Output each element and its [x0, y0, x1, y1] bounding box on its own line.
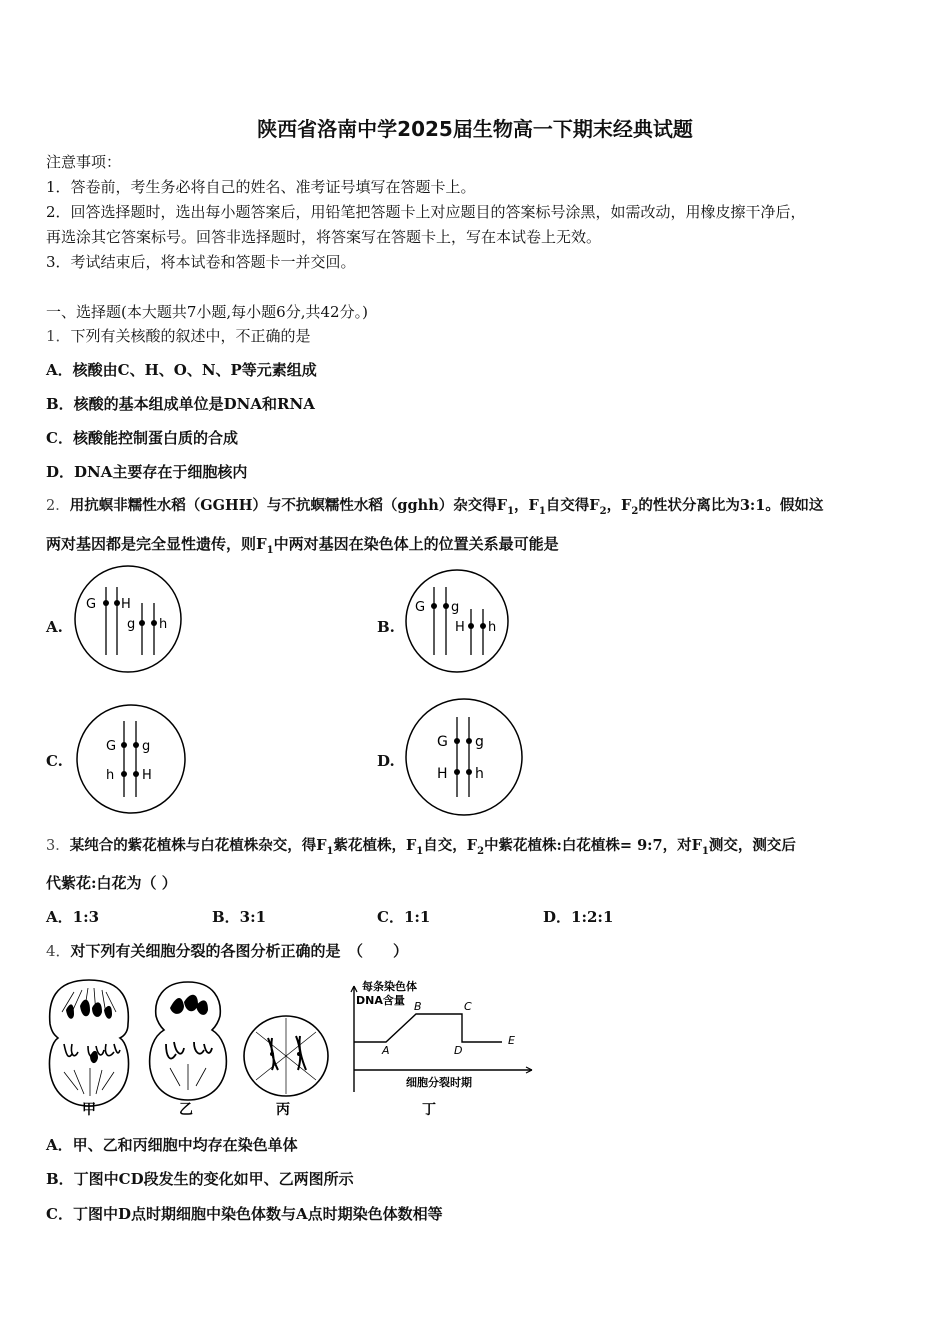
q1-text: 下列有关核酸的叙述中，不正确的是 — [70, 327, 311, 345]
chart-ylabel-1: 每条染色体 — [362, 980, 417, 993]
dna-content-line — [354, 1014, 502, 1042]
cell-diagram-c — [73, 703, 189, 815]
cell-diagram-b — [401, 567, 513, 675]
q2-label-a: A. — [46, 618, 63, 636]
gene-locus — [133, 771, 139, 777]
gene-label: G — [86, 597, 97, 612]
gene-locus — [431, 603, 437, 609]
gene-locus — [468, 623, 474, 629]
q3-sub: 1 — [416, 845, 424, 857]
gene-label: H — [437, 766, 448, 782]
gene-label: G — [106, 739, 117, 754]
gene-locus — [114, 600, 120, 606]
gene-label: G — [415, 600, 426, 615]
centromere — [270, 1052, 274, 1056]
q2-text-b: ，F — [514, 497, 539, 514]
q2-label-d: D. — [377, 752, 395, 770]
chromosomes-bottom — [166, 1042, 212, 1059]
q3-sub: 1 — [326, 845, 334, 857]
chart-xlabel: 细胞分裂时期 — [406, 1076, 472, 1089]
q4-stem — [46, 941, 408, 961]
q4-option-c: C．丁图中D点时期细胞中染色体数与A点时期染色体数相等 — [46, 1205, 443, 1223]
cell-diagram-d — [402, 697, 526, 817]
q3-text-c: 自交，F — [423, 837, 478, 854]
gene-locus — [121, 771, 127, 777]
gene-label: g — [451, 600, 460, 615]
section-heading: 一、选择题(本大题共7小题,每小题6分,共42分。) — [46, 303, 368, 321]
spindle-fibers — [170, 1064, 206, 1090]
q4-text: 对下列有关细胞分裂的各图分析正确的是 （ ） — [70, 942, 409, 960]
q1-option-c: C．核酸能控制蛋白质的合成 — [46, 429, 238, 447]
label-yi: 乙 — [179, 1102, 193, 1118]
q3-option-d: D．1:2:1 — [543, 908, 614, 926]
q2-stem — [46, 496, 823, 522]
cell-membrane — [77, 705, 185, 813]
gene-locus — [480, 623, 486, 629]
figure-yi — [150, 982, 227, 1100]
q2-text-e: 的性状分离比为3:1。假如这 — [638, 497, 824, 514]
q1-option-d: D．DNA主要存在于细胞核内 — [46, 463, 248, 481]
chart-point-b: B — [414, 1000, 422, 1013]
q2-label-b: B. — [377, 618, 395, 636]
q2-sub: 2 — [599, 505, 607, 517]
q1-option-b: B．核酸的基本组成单位是DNA和RNA — [46, 395, 315, 413]
q3-stem-line2: 代紫花:白花为（ ） — [46, 874, 177, 892]
q1-option-a: A．核酸由C、H、O、N、P等元素组成 — [46, 361, 317, 379]
q3-option-a: A．1:3 — [46, 908, 100, 926]
gene-label: h — [159, 617, 168, 632]
q3-text-d: 中紫花植株:白花植株= 9:7，对F — [484, 837, 702, 854]
gene-label: g — [127, 617, 136, 632]
gene-label: h — [475, 766, 484, 782]
q1-stem — [46, 326, 311, 346]
gene-locus — [454, 738, 460, 744]
notice-item-2-cont: 再选涂其它答案标号。回答非选择题时，将答案写在答题卡上，写在本试卷上无效。 — [46, 228, 602, 246]
q3-sub: 2 — [477, 845, 485, 857]
cell-division-figures — [44, 972, 544, 1122]
cell-outline — [49, 980, 128, 1106]
gene-label: H — [121, 597, 131, 612]
q2-text-g: 中两对基因在染色体上的位置关系最可能是 — [273, 535, 559, 553]
gene-locus — [121, 742, 127, 748]
chart-point-c: C — [464, 1000, 472, 1013]
gene-locus — [466, 738, 472, 744]
q2-number: 2． — [46, 498, 70, 514]
gene-locus — [454, 769, 460, 775]
q4-option-a: A．甲、乙和丙细胞中均存在染色单体 — [46, 1136, 298, 1154]
q2-sub: 1 — [266, 545, 274, 556]
chromosomes-top — [66, 1000, 112, 1019]
gene-locus — [103, 600, 109, 606]
gene-label: h — [488, 620, 497, 635]
q3-text-b: 紫花植株，F — [333, 837, 417, 854]
q2-sub: 1 — [538, 505, 546, 517]
notice-item-1: 1．答卷前，考生务必将自己的姓名、准考证号填写在答题卡上。 — [46, 178, 476, 196]
gene-locus — [151, 620, 157, 626]
gene-label: g — [475, 734, 484, 750]
q2-label-c: C. — [46, 752, 63, 770]
gene-locus — [139, 620, 145, 626]
notice-heading: 注意事项： — [46, 153, 122, 171]
q3-option-b: B．3:1 — [212, 908, 267, 926]
q2-sub: 1 — [507, 505, 515, 517]
chromosome-dark — [90, 1051, 98, 1063]
q2-text-c: 自交得F — [545, 497, 600, 514]
q3-sub: 1 — [701, 845, 709, 857]
chart-point-d: D — [454, 1044, 463, 1057]
notice-item-2: 2．回答选择题时，选出每小题答案后，用铅笔把答题卡上对应题目的答案标号涂黑，如需改动，用橡皮擦干净后， — [46, 203, 806, 221]
q2-text-f: 两对基因都是完全显性遗传，则F — [46, 535, 267, 553]
q2-text-d: ，F — [606, 497, 632, 514]
figure-bing — [244, 1016, 328, 1096]
label-bing: 丙 — [276, 1102, 290, 1118]
q2-sub: 2 — [631, 505, 639, 517]
page-title: 陕西省洛南中学2025届生物高一下期末经典试题 — [257, 117, 693, 141]
chart-point-a: A — [382, 1044, 390, 1057]
q3-text-e: 测交，测交后 — [708, 837, 796, 854]
gene-label: h — [106, 768, 115, 783]
chart-ylabel-2: DNA含量 — [356, 994, 405, 1007]
label-jia: 甲 — [82, 1102, 96, 1118]
label-ding: 丁 — [422, 1102, 436, 1118]
gene-label: G — [437, 734, 448, 750]
gene-locus — [443, 603, 449, 609]
q2-text-a: 用抗螟非糯性水稻（GGHH）与不抗螟糯性水稻（gghh）杂交得F — [69, 497, 508, 514]
cell-membrane — [406, 699, 522, 815]
q3-option-c: C．1:1 — [377, 908, 431, 926]
q3-text-a: 某纯合的紫花植株与白花植株杂交，得F — [69, 837, 327, 854]
gene-label: H — [142, 768, 152, 783]
spindle-fibers — [256, 1018, 316, 1094]
spindle-fibers — [64, 1068, 114, 1096]
chart-point-e: E — [508, 1034, 515, 1047]
chromosomes-top — [170, 995, 208, 1015]
centromere — [297, 1052, 301, 1056]
q2-stem-line2 — [46, 534, 559, 561]
q4-number: 4． — [46, 942, 71, 960]
gene-label: g — [142, 739, 151, 754]
gene-locus — [133, 742, 139, 748]
q3-stem — [46, 836, 796, 862]
gene-label: H — [455, 620, 465, 635]
figure-jia — [49, 980, 128, 1106]
notice-item-3: 3．考试结束后，将本试卷和答题卡一并交回。 — [46, 253, 356, 271]
figure-ding-chart — [351, 979, 532, 1092]
q1-number: 1． — [46, 327, 71, 345]
q4-option-b: B．丁图中CD段发生的变化如甲、乙两图所示 — [46, 1170, 354, 1188]
cell-diagram-a — [70, 563, 186, 675]
gene-locus — [466, 769, 472, 775]
q3-number: 3． — [46, 838, 70, 854]
